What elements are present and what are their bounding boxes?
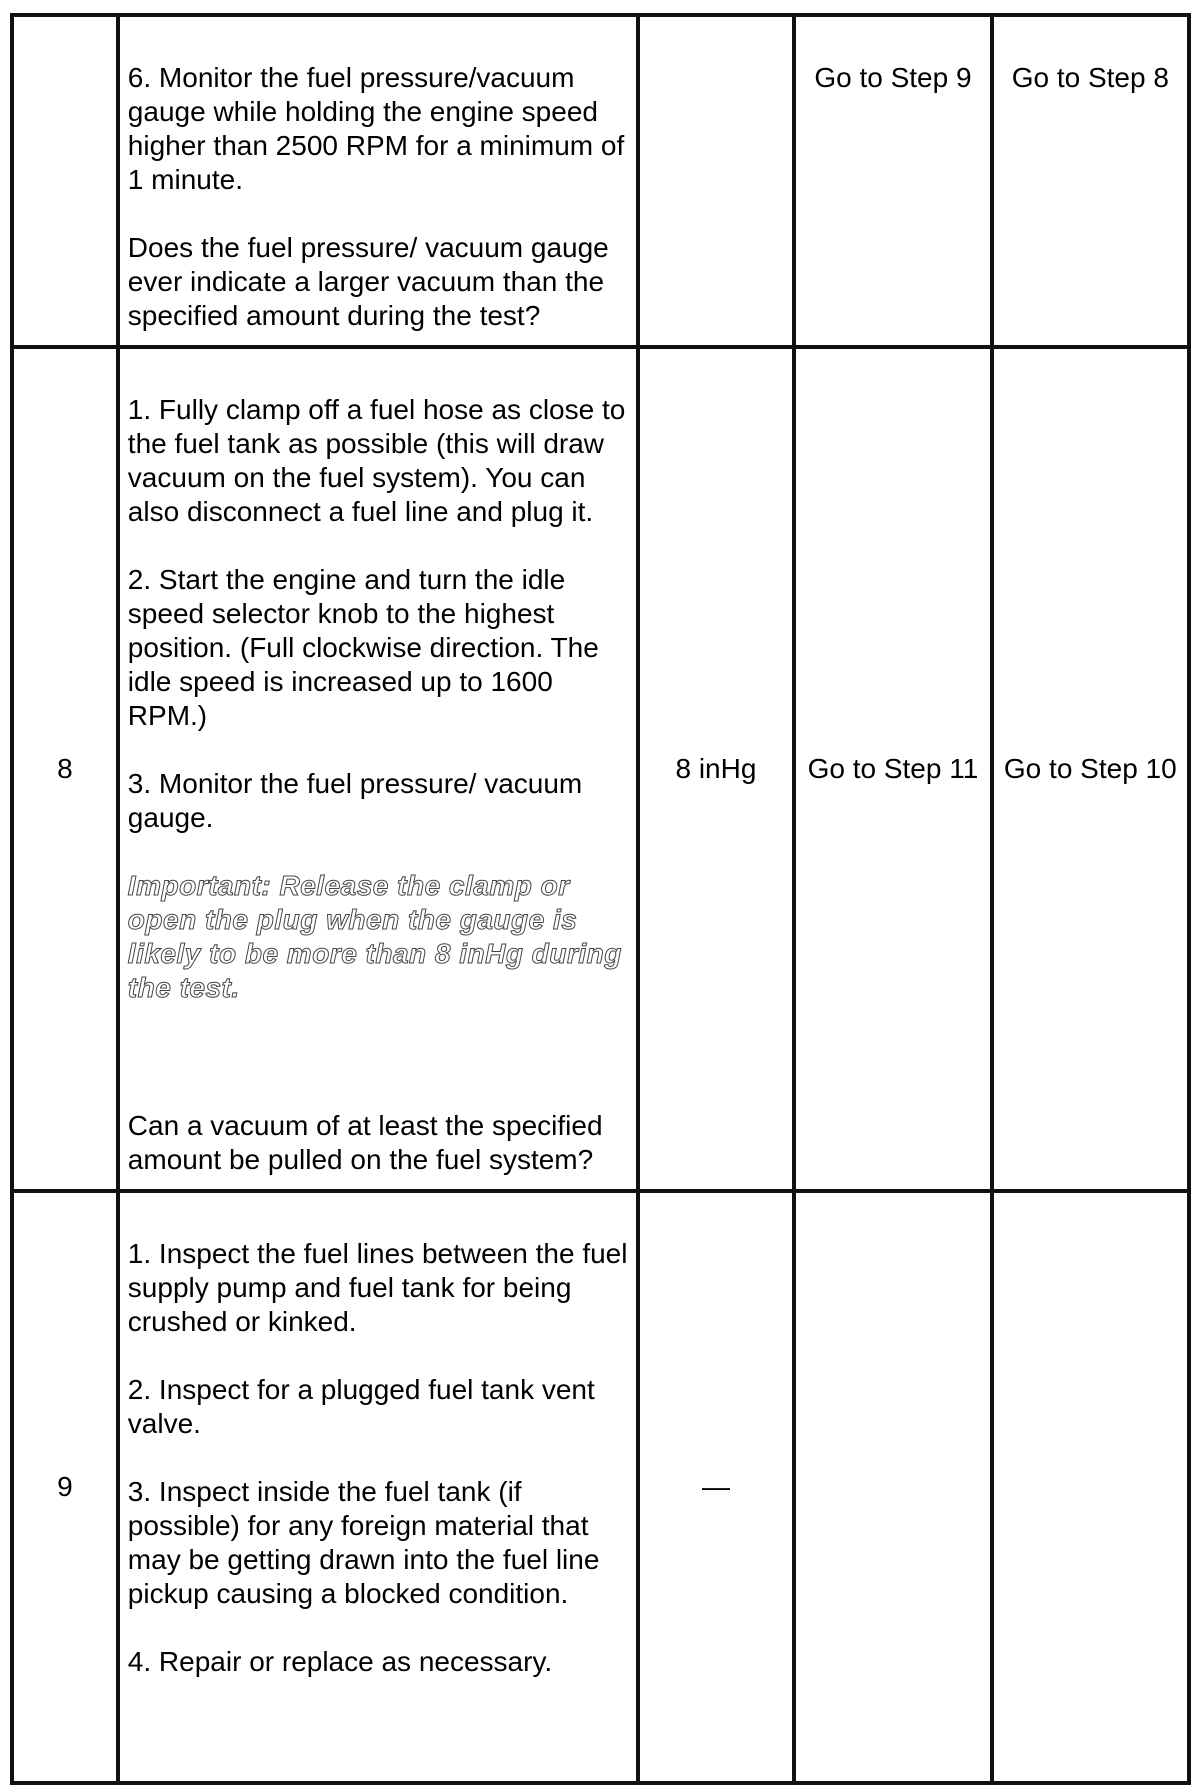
action-paragraph: 2. Start the engine and turn the idle speed selector knob to the highest position. (Full clockwise direction. The idle speed is increased up to 1600 RPM.): [127, 564, 599, 731]
step-number-cell: [12, 15, 118, 347]
action-cell: [118, 1191, 638, 1783]
table-row: [12, 15, 1189, 347]
yes-cell: Go to Step 11: [794, 347, 991, 1191]
action-paragraph: 1. Fully clamp off a fuel hose as close to the fuel tank as possible (this will draw vacuum on the fuel system). You can also disconnect a fuel line and plug it.: [127, 394, 626, 527]
table-row: [12, 347, 1189, 1191]
action-paragraph: 1. Inspect the fuel lines between the fuel supply pump and fuel tank for being crushed or kinked.: [127, 1238, 628, 1337]
yes-cell: Go to Step 9: [794, 15, 991, 347]
spacer: [128, 1039, 628, 1109]
no-cell: Go to Step 8: [992, 15, 1189, 347]
value-cell: 8 inHg: [638, 347, 795, 1191]
question-paragraph: Does the fuel pressure/ vacuum gauge ever indicate a larger vacuum than the specified amount during the test?: [127, 232, 609, 331]
no-cell: Go to Step 10: [992, 347, 1189, 1191]
action-cell: [118, 15, 638, 347]
action-paragraph: 3. Inspect inside the fuel tank (if possible) for any foreign material that may be getting drawn into the fuel line pickup causing a blocked condition.: [127, 1476, 600, 1609]
action-paragraph: 2. Inspect for a plugged fuel tank vent valve.: [127, 1374, 595, 1439]
diagnostic-table: [10, 13, 1191, 1785]
value-cell: —: [638, 1191, 795, 1783]
no-cell: [992, 1191, 1189, 1783]
step-number-cell: 8: [12, 347, 118, 1191]
action-paragraph: 6. Monitor the fuel pressure/vacuum gauge while holding the engine speed higher than 2500 RPM for a minimum of 1 minute.: [127, 62, 625, 195]
step-number-cell: 9: [12, 1191, 118, 1783]
action-paragraph: 4. Repair or replace as necessary.: [127, 1646, 553, 1677]
action-paragraph: 3. Monitor the fuel pressure/ vacuum gauge.: [127, 768, 583, 833]
table-row: [12, 1191, 1189, 1783]
value-cell: [638, 15, 795, 347]
action-cell: [118, 347, 638, 1191]
yes-cell: [794, 1191, 991, 1783]
important-note: Important: Release the clamp or open the plug when the gauge is likely to be more than 8 inHg during the test.: [127, 870, 622, 1003]
question-paragraph: Can a vacuum of at least the specified amount be pulled on the fuel system?: [127, 1110, 603, 1175]
